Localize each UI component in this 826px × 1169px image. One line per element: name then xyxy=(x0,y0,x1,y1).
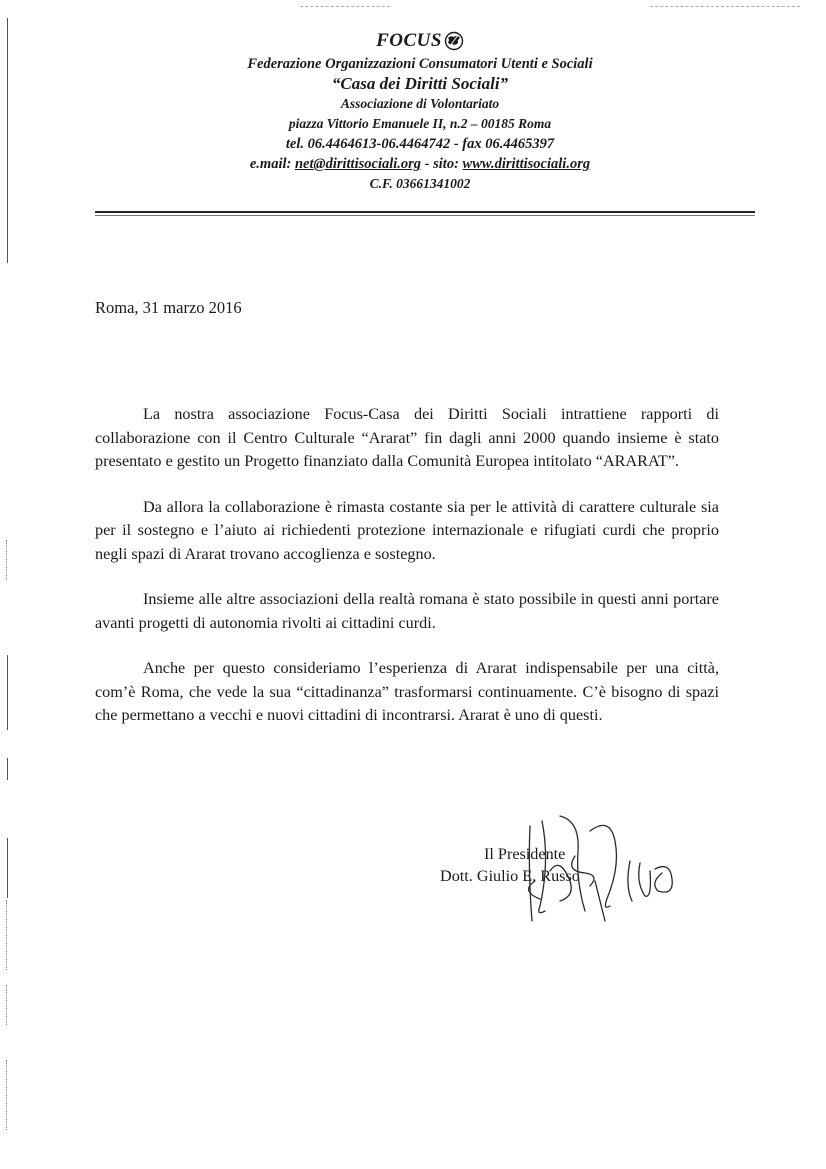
signature-block xyxy=(440,843,680,943)
email-link[interactable]: net@dirittisociali.org xyxy=(294,156,422,172)
scan-edge-line xyxy=(7,838,8,898)
signatory-name: Dott. Giulio E. Russo xyxy=(440,867,580,885)
association-type: Associazione di Volontariato xyxy=(340,96,500,111)
letterhead-brand xyxy=(376,28,464,54)
brand-name: FOCUS xyxy=(376,30,442,51)
signatory-role: Il Presidente xyxy=(484,845,566,863)
header-divider xyxy=(95,211,755,213)
scan-edge-line xyxy=(7,758,8,780)
phone-fax: tel. 06.4464613-06.4464742 - fax 06.4465397 xyxy=(285,136,555,152)
scan-edge-mark xyxy=(6,985,9,1025)
scan-edge-mark xyxy=(6,900,9,970)
house-name: “Casa dei Diritti Sociali” xyxy=(331,74,509,93)
scan-edge-mark xyxy=(6,540,9,580)
scan-edge-mark xyxy=(6,1060,9,1130)
letter-paragraph: Da allora la collaborazione è rimasta costante sia per le attività di carattere culturale sia per il sostegno e l’aiuto ai richiedenti protezione internazionale e rifugiati curdi che proprio negli spazi di Ararat trovano accoglienza e sostegno. xyxy=(95,497,719,563)
website-link[interactable]: www.dirittisociali.org xyxy=(462,156,591,172)
contact-line xyxy=(160,154,680,174)
globe-emblem-icon xyxy=(444,31,464,51)
scan-top-mark xyxy=(300,6,390,8)
address: piazza Vittorio Emanuele II, n.2 – 00185 Roma xyxy=(288,116,552,131)
email-label: e.mail: xyxy=(249,156,295,172)
letter-paragraph: Anche per questo consideriamo l’esperienza di Ararat indispensabile per una città, com’è Roma, che vede la sua “cittadinanza” trasformarsi continuamente. C’è bisogno di spazi che permettano a vecchi e nuovi cittadini di incontrarsi. Ararat è uno di questi. xyxy=(95,659,719,724)
letter-paragraph: Insieme alle altre associazioni della realtà romana è stato possibile in questi anni portare avanti progetti di autonomia rivolti ai cittadini curdi. xyxy=(95,590,719,632)
letterhead xyxy=(160,28,680,194)
handwritten-signature xyxy=(490,811,690,931)
scan-edge-line xyxy=(7,18,8,263)
site-label: - sito: xyxy=(421,156,463,172)
federation-name: Federazione Organizzazioni Consumatori Utenti e Sociali xyxy=(247,56,593,72)
scan-top-mark xyxy=(650,6,800,8)
letter-paragraph: La nostra associazione Focus-Casa dei Diritti Sociali intrattiene rapporti di collaborazione con il Centro Culturale “Ararat” fin dagli anni 2000 quando insieme è stato presentato e gestito un Progetto finanziato dalla Comunità Europea intitolato “ARARAT”. xyxy=(95,405,719,470)
letter-date: Roma, 31 marzo 2016 xyxy=(95,298,242,317)
fiscal-code: C.F. 03661341002 xyxy=(369,176,471,191)
letter-body xyxy=(95,403,719,750)
header-divider-secondary xyxy=(95,215,755,216)
scan-edge-line xyxy=(7,655,8,730)
